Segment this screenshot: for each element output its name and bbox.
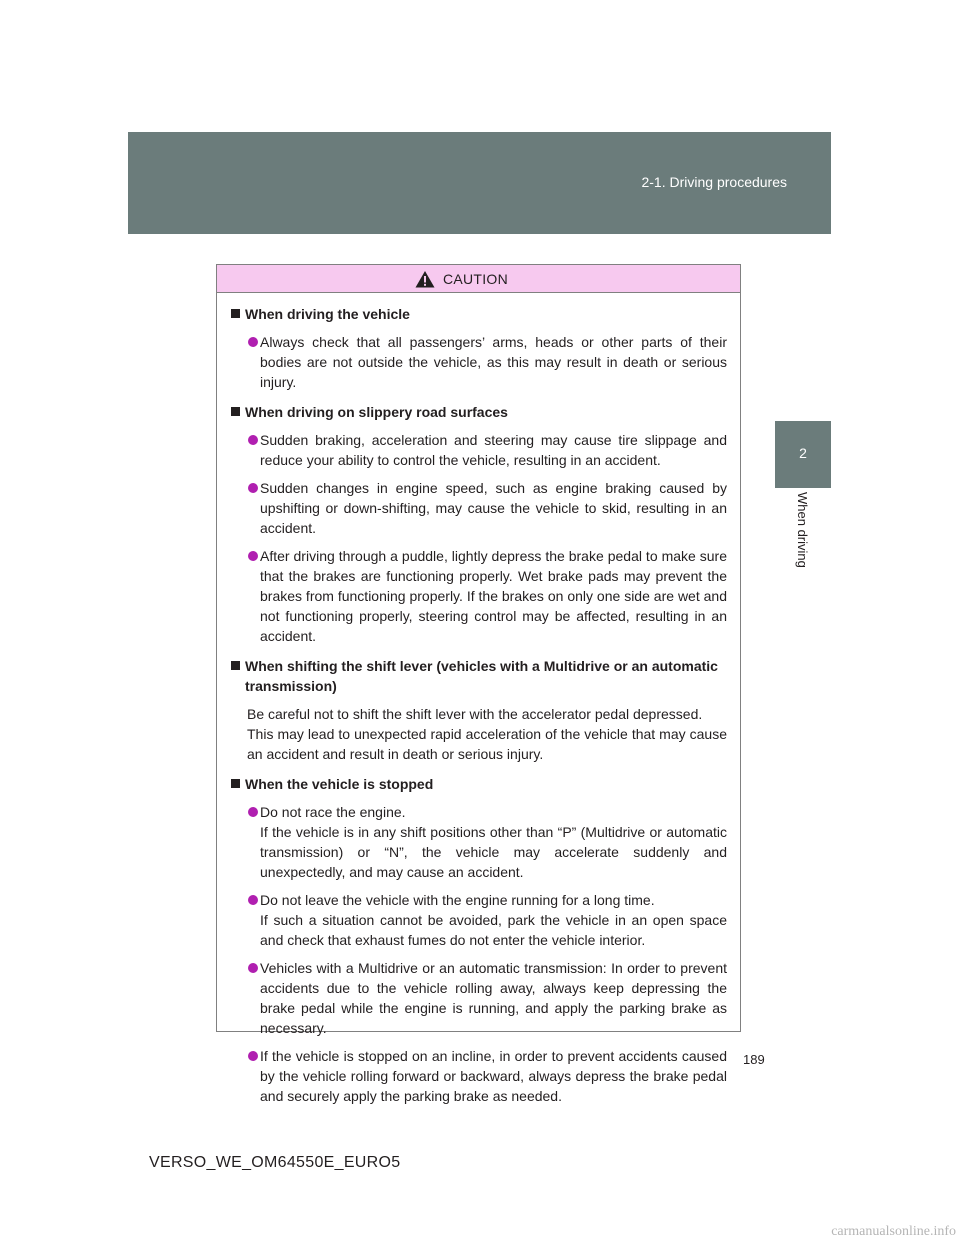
bullet-item: Do not race the engine. If the vehicle is in any shift positions other than “P” (Multidrive or automatic transmission) or “N”, the vehicle may accelerate suddenly and unexpectedly, and may cause an accident. [229, 802, 727, 882]
document-code: VERSO_WE_OM64550E_EURO5 [149, 1154, 401, 1171]
caution-header [217, 265, 740, 293]
bullet-item: Sudden braking, acceleration and steering may cause tire slippage and reduce your ability to control the vehicle, resulting in an accident. [229, 430, 727, 470]
bullet-item: Sudden changes in engine speed, such as engine braking caused by upshifting or down-shifting, may cause the vehicle to skid, resulting in an accident. [229, 478, 727, 538]
caution-body [217, 293, 740, 1106]
bullet-item: After driving through a puddle, lightly depress the brake pedal to make sure that the brakes are functioning properly. Wet brake pads may prevent the brakes from functioning properly. If the brakes on only one side are wet and not functioning properly, steering control may be affected, resulting in an accident. [229, 546, 727, 646]
round-bullet-icon [248, 895, 258, 905]
round-bullet-icon [248, 483, 258, 493]
round-bullet-icon [248, 807, 258, 817]
warning-triangle-icon [415, 270, 435, 288]
paragraph: Be careful not to shift the shift lever with the accelerator pedal depressed. This may lead to unexpected rapid acceleration of the vehicle that may cause an accident and result in death or serious injury. [247, 706, 727, 762]
bullet-item: Vehicles with a Multidrive or an automatic transmission: In order to prevent accidents due to the vehicle rolling away, always keep depressing the brake pedal while the engine is running, and apply the parking brake as necessary. [229, 958, 727, 1038]
section-heading: When driving on slippery road surfaces [229, 402, 727, 422]
section-header-band [128, 132, 831, 234]
section-heading: When driving the vehicle [229, 304, 727, 324]
chapter-label: When driving [795, 492, 810, 568]
bullet-item: Do not leave the vehicle with the engine running for a long time. If such a situation cannot be avoided, park the vehicle in an open space and check that exhaust fumes do not enter the vehicle interior. [229, 890, 727, 950]
square-bullet-icon [231, 661, 240, 670]
section-heading: When shifting the shift lever (vehicles with a Multidrive or an automatic transmission) [229, 656, 727, 696]
page-number: 189 [743, 1052, 765, 1067]
section-heading: When the vehicle is stopped [229, 774, 727, 794]
bullet-item: Always check that all passengers’ arms, heads or other parts of their bodies are not outside the vehicle, as this may result in death or serious injury. [229, 332, 727, 392]
section-title: 2-1. Driving procedures [641, 174, 787, 190]
round-bullet-icon [248, 435, 258, 445]
round-bullet-icon [248, 337, 258, 347]
caution-box [216, 264, 741, 1104]
round-bullet-icon [248, 963, 258, 973]
caution-title: CAUTION [442, 270, 509, 287]
round-bullet-icon [248, 1051, 258, 1061]
round-bullet-icon [248, 551, 258, 561]
chapter-number: 2 [799, 445, 807, 461]
square-bullet-icon [231, 407, 240, 416]
bullet-item: If the vehicle is stopped on an incline, in order to prevent accidents caused by the vehicle rolling forward or backward, always depress the brake pedal and securely apply the parking brake as needed. [229, 1046, 727, 1106]
square-bullet-icon [231, 779, 240, 788]
chapter-label-wrap [775, 492, 831, 592]
watermark: carmanualsonline.info [831, 1224, 956, 1239]
square-bullet-icon [231, 309, 240, 318]
chapter-tab [775, 421, 831, 488]
